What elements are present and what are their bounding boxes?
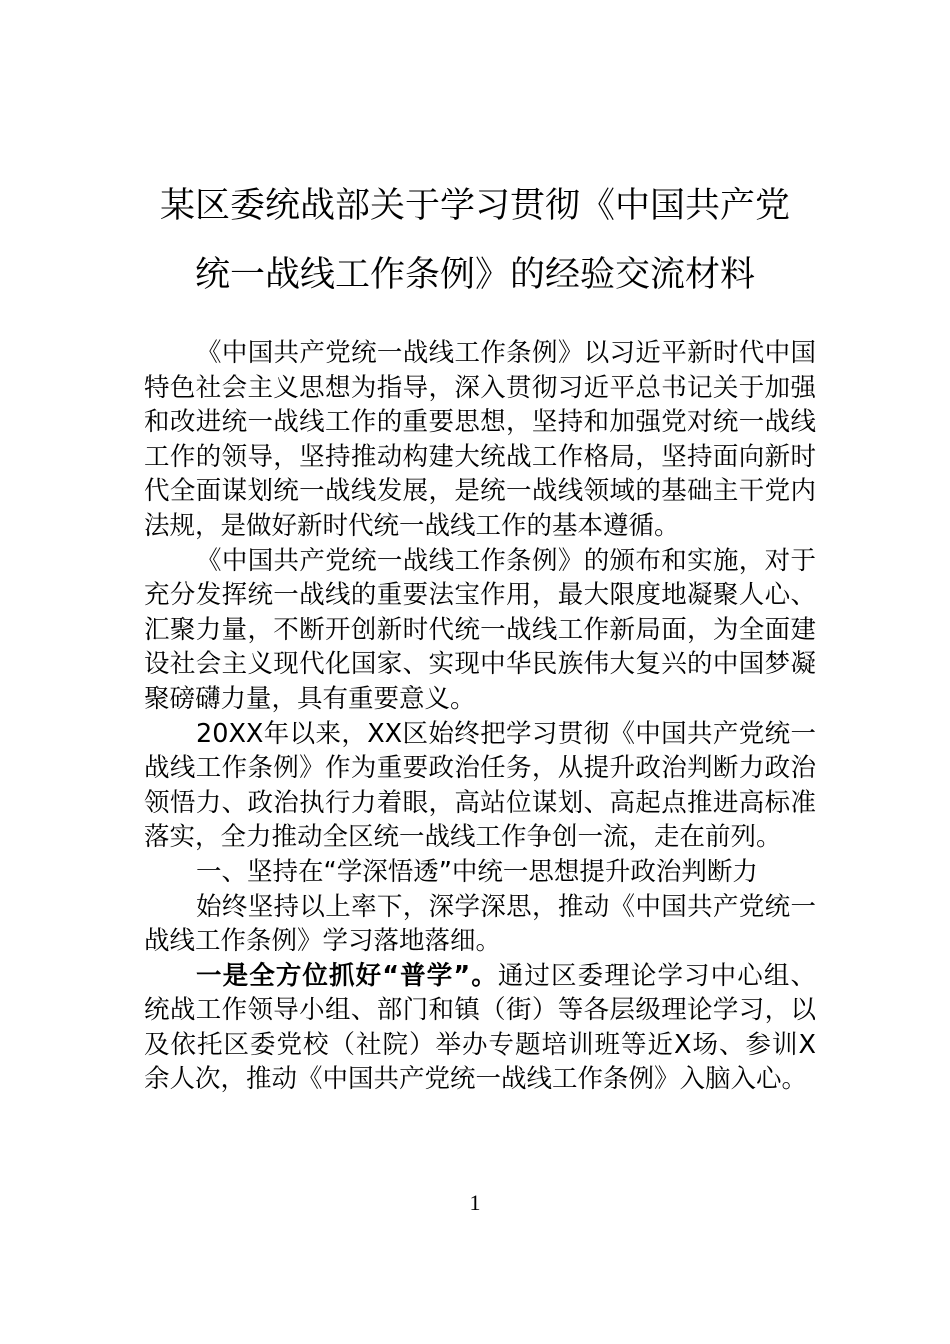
paragraph-section-intro: 始终坚持以上率下，深学深思，推动《中国共产党统一战线工作条例》学习落地落细。 [144,891,816,957]
paragraph-point-one [144,959,816,1097]
point-one-lead: 一是全方位抓好“普学”。 [196,960,498,991]
page-number: 1 [469,1190,481,1215]
paragraph-overview: 20XX年以来，XX区始终把学习贯彻《中国共产党统一战线工作条例》作为重要政治任务，从提升政治判断力政治领悟力、政治执行力着眼，高站位谋划、高起点推进高标准落实，全力推动全区统一战线工作争创一流，走在前列。 [144,718,816,853]
document-title [140,172,810,310]
section-heading: 一、坚持在“学深悟透”中统一思想提升政治判断力 [196,856,758,887]
title-line-2: 统一战线工作条例》的经验交流材料 [194,255,755,295]
paragraph-significance: 《中国共产党统一战线工作条例》的颁布和实施，对于充分发挥统一战线的重要法宝作用，最大限度地凝聚人心、汇聚力量，不断开创新时代统一战线工作新局面，为全面建设社会主义现代化国家、实现中华民族伟大复兴的中国梦凝聚磅礴力量，具有重要意义。 [144,545,816,714]
title-line-1: 某区委统战部关于学习贯彻《中国共产党 [159,186,790,226]
document-body [144,336,816,1097]
paragraph-intro: 《中国共产党统一战线工作条例》以习近平新时代中国特色社会主义思想为指导，深入贯彻习近平总书记关于加强和改进统一战线工作的重要思想，坚持和加强党对统一战线工作的领导，坚持推动构建大统战工作格局，坚持面向新时代全面谋划统一战线发展，是统一战线领域的基础主干党内法规，是做好新时代统一战线工作的基本遵循。 [144,338,816,541]
point-one-text: 通过区委理论学习中心组、统战工作领导小组、部门和镇（街）等各层级理论学习，以及依托区委党校（社院）举办专题培训班等近X场、参训X余人次，推动《中国共产党统一战线工作条例》入脑入心。 [144,960,816,1095]
